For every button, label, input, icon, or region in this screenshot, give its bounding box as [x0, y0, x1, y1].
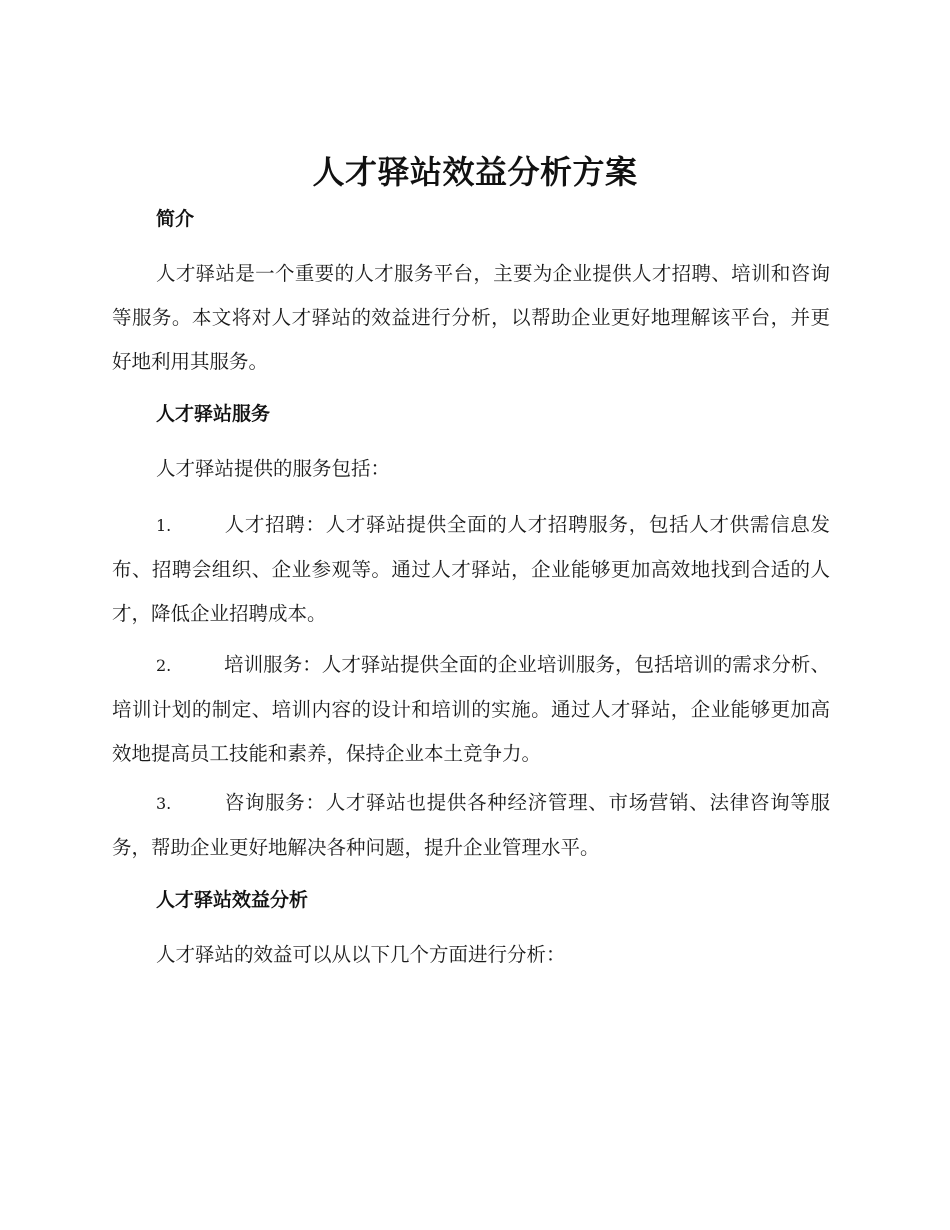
list-item-text: 人才招聘：人才驿站提供全面的人才招聘服务，包括人才供需信息发布、招聘会组织、企业参观等。通过人才驿站，企业能够更加高效地找到合适的人才，降低企业招聘成本。 [112, 513, 830, 625]
intro-paragraph: 人才驿站是一个重要的人才服务平台，主要为企业提供人才招聘、培训和咨询等服务。本文将对人才驿站的效益进行分析，以帮助企业更好地理解该平台，并更好地利用其服务。 [112, 262, 830, 373]
list-item-number: 3. [156, 794, 172, 813]
section-heading-services: 人才驿站服务 [156, 403, 271, 425]
list-item-number: 1. [156, 516, 172, 535]
list-item-text: 培训服务：人才驿站提供全面的企业培训服务，包括培训的需求分析、培训计划的制定、培训内容的设计和培训的实施。通过人才驿站，企业能够更加高效地提高员工技能和素养，保持企业本土竞争力。 [112, 653, 830, 765]
services-intro-paragraph: 人才驿站提供的服务包括： [156, 457, 391, 480]
list-item-recruitment [112, 503, 830, 636]
document-title: 人才驿站效益分析方案 [312, 153, 638, 191]
list-item-number: 2. [156, 656, 172, 675]
benefit-analysis-paragraph: 人才驿站的效益可以从以下几个方面进行分析： [156, 943, 566, 966]
list-item-text: 咨询服务：人才驿站也提供各种经济管理、市场营销、法律咨询等服务，帮助企业更好地解决各种问题，提升企业管理水平。 [112, 791, 830, 859]
list-item-consulting [112, 781, 830, 870]
section-heading-benefit-analysis: 人才驿站效益分析 [156, 889, 309, 911]
section-heading-intro: 简介 [156, 208, 195, 230]
list-item-training [112, 643, 830, 776]
